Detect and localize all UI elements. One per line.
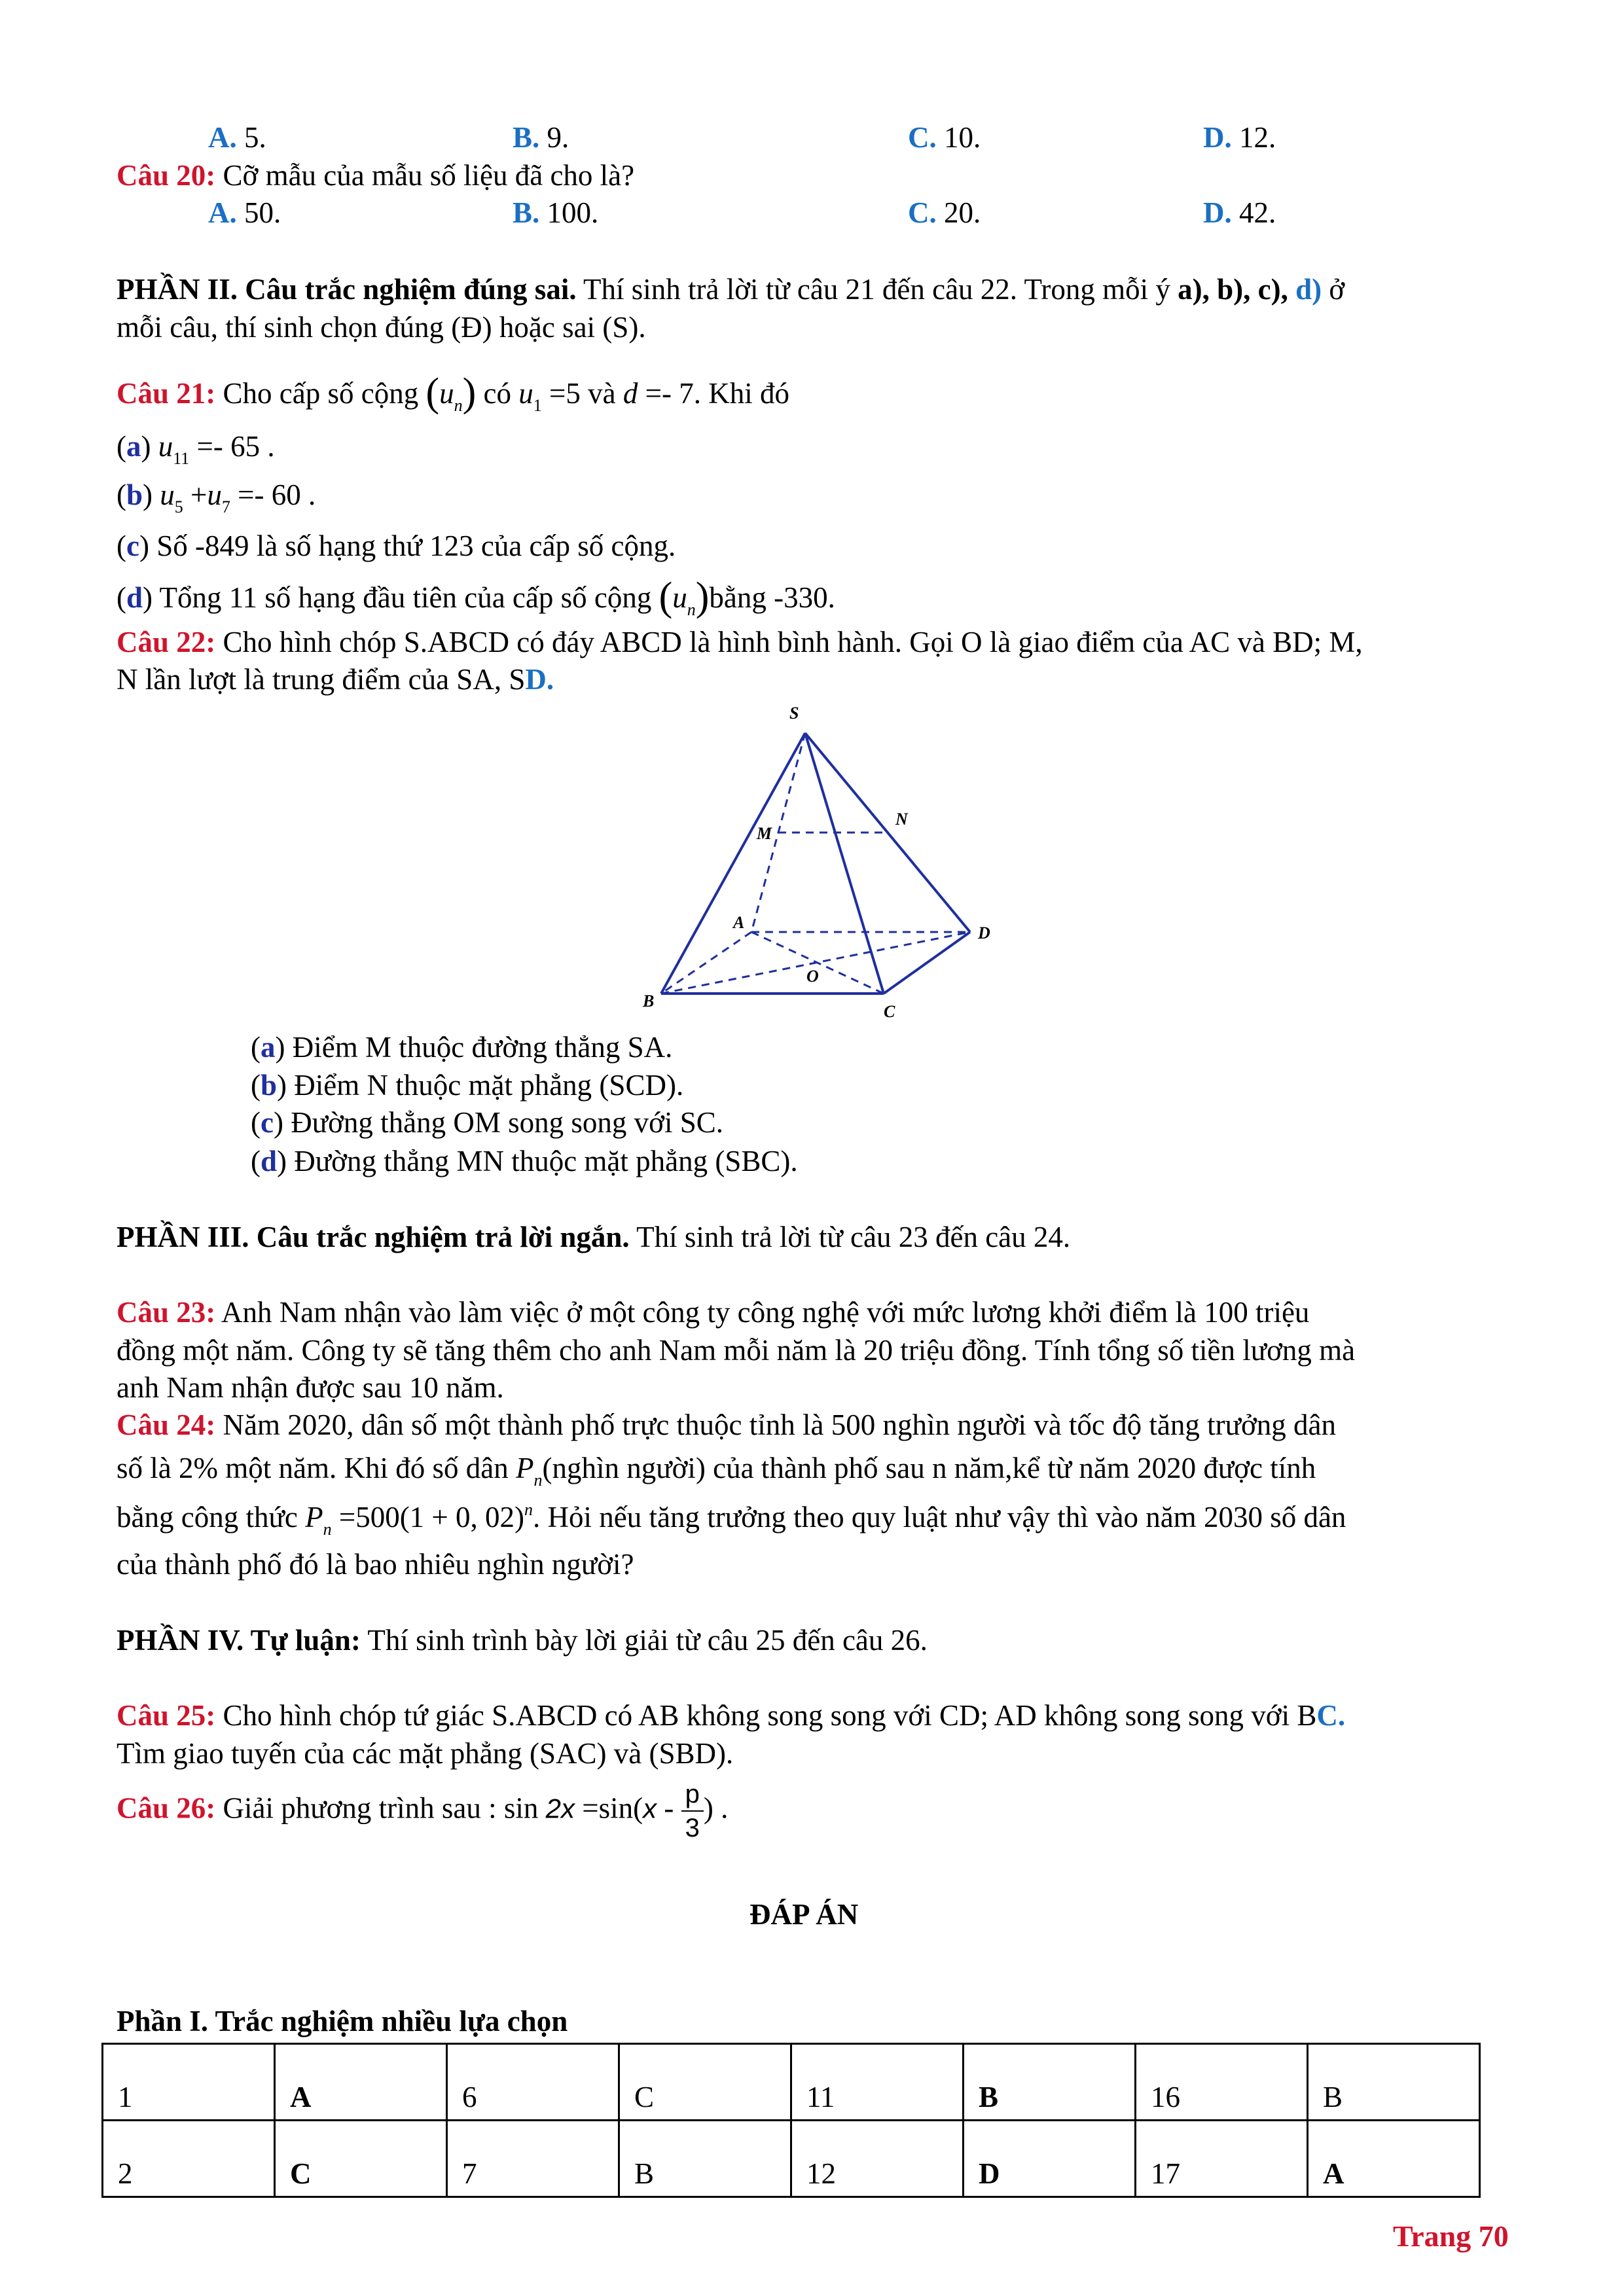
q21-item-b: (b) $u_5 +u_7 =- 60$ . xyxy=(117,478,316,516)
table-cell: B xyxy=(1308,2044,1480,2121)
table-row xyxy=(103,2044,1480,2121)
q22-item-c: (c) Đường thẳng OM song song với SC. xyxy=(251,1106,724,1139)
part4-heading: PHẦN IV. Tự luận: Thí sinh trình bày lời giải từ câu 25 đến câu 26. xyxy=(117,1624,928,1657)
table-cell: 6 xyxy=(447,2044,619,2121)
table-cell: 11 xyxy=(791,2044,964,2121)
pyramid-figure xyxy=(628,694,1008,1034)
edge-SD xyxy=(805,733,970,932)
label-N: N xyxy=(895,810,908,829)
q20-stem: Câu 20: Cỡ mẫu của mẫu số liệu đã cho là? xyxy=(117,159,635,192)
q21-stem: Câu 21: Cho cấp số cộng $(u_n)$ có $u_1 =5$ và d =- 7. Khi đó xyxy=(117,370,790,415)
q22-item-b: (b) Điểm N thuộc mặt phẳng (SCD). xyxy=(251,1069,684,1102)
q26-stem: Câu 26: Giải phương trình sau : sin 2x =sin(x - $\frac{p}{3}$ ) . xyxy=(117,1778,728,1844)
q21-item-d: (d) Tổng 11 số hạng đầu tiên của cấp số cộng $(u_n)bằng$ -330. xyxy=(117,575,835,619)
table-cell: C xyxy=(619,2044,791,2121)
q19-option-a: A. 5. xyxy=(208,121,266,154)
q22-stem-line2: N lần lượt là trung điểm của SA, SD. xyxy=(117,663,554,696)
page-number: Trang 70 xyxy=(1393,2219,1509,2253)
table-cell: A xyxy=(1308,2121,1480,2197)
q20-option-a: A. 50. xyxy=(208,196,281,229)
q19-option-c: C. 10. xyxy=(908,121,981,154)
label-S: S xyxy=(789,704,799,723)
table-cell: A xyxy=(275,2044,447,2121)
label-A: A xyxy=(733,913,745,932)
q20-option-d: D. 42. xyxy=(1203,196,1276,229)
table-cell: 16 xyxy=(1136,2044,1308,2121)
q25-line2: Tìm giao tuyến của các mặt phẳng (SAC) và (SBD). xyxy=(117,1737,734,1770)
table-row xyxy=(103,2121,1480,2197)
edge-SB xyxy=(661,733,805,994)
table-cell: B xyxy=(619,2121,791,2197)
table-cell: 12 xyxy=(791,2121,964,2197)
q24-line2: số là 2% một năm. Khi đó số dân $P_n(nghìn$ người) của thành phố sau n năm,kể từ năm 2020 được tính xyxy=(117,1452,1316,1490)
label-C: C xyxy=(884,1002,895,1021)
q23-line3: anh Nam nhận được sau 10 năm. xyxy=(117,1371,504,1404)
q20-option-b: B. 100. xyxy=(513,196,599,229)
label-O: O xyxy=(806,967,819,986)
table-cell: D xyxy=(964,2121,1136,2197)
part3-heading: PHẦN III. Câu trắc nghiệm trả lời ngắn. Thí sinh trả lời từ câu 23 đến câu 24. xyxy=(117,1221,1071,1253)
answers-title: ĐÁP ÁN xyxy=(749,1898,859,1931)
label-D: D xyxy=(978,924,990,942)
table-cell: B xyxy=(964,2044,1136,2121)
part1-answers-title: Phần I. Trắc nghiệm nhiều lựa chọn xyxy=(117,2005,568,2037)
q19-option-d: D. 12. xyxy=(1203,121,1276,154)
q23-stem: Câu 23: Anh Nam nhận vào làm việc ở một công ty công nghệ với mức lương khởi điểm là 100 triệu xyxy=(117,1296,1310,1329)
q23-line2: đồng một năm. Công ty sẽ tăng thêm cho anh Nam mỗi năm là 20 triệu đồng. Tính tổng số tiền lương mà xyxy=(117,1334,1356,1367)
q22-item-a: (a) Điểm M thuộc đường thẳng SA. xyxy=(251,1031,673,1064)
table-cell: C xyxy=(275,2121,447,2197)
q24-line4: của thành phố đó là bao nhiêu nghìn người? xyxy=(117,1548,634,1581)
part2-instruction: mỗi câu, thí sinh chọn đúng (Đ) hoặc sai (S). xyxy=(117,311,646,344)
q25-stem: Câu 25: Cho hình chóp tứ giác S.ABCD có AB không song song với CD; AD không song song với BC. xyxy=(117,1699,1346,1732)
q20-option-c: C. 20. xyxy=(908,196,981,229)
table-cell: 2 xyxy=(103,2121,275,2197)
table-cell: 17 xyxy=(1136,2121,1308,2197)
part2-heading: PHẦN II. Câu trắc nghiệm đúng sai. Thí sinh trả lời từ câu 21 đến câu 22. Trong mỗi ý a), b), c), d) ở xyxy=(117,273,1345,306)
label-B: B xyxy=(643,992,655,1011)
q21-item-a: (a) $u_{11} =- 65$ . xyxy=(117,430,275,468)
answer-table xyxy=(101,2043,1481,2198)
edge-SC xyxy=(805,733,884,994)
q21-item-c: (c) Số -849 là số hạng thứ 123 của cấp số cộng. xyxy=(117,529,676,562)
q24-stem: Câu 24: Năm 2020, dân số một thành phố trực thuộc tỉnh là 500 nghìn người và tốc độ tăng trưởng dân xyxy=(117,1408,1337,1441)
edge-CD xyxy=(884,932,970,994)
q24-line3: bằng công thức $P_n =500(1 + 0$, 02)$^n$. Hỏi nếu tăng trưởng theo quy luật như vậy thì vào năm 2030 số dân xyxy=(117,1500,1346,1539)
label-M: M xyxy=(757,824,772,843)
fraction-p-over-3: $\frac{p}{3}$ xyxy=(681,1778,704,1844)
q19-option-b: B. 9. xyxy=(513,121,569,154)
q22-item-d: (d) Đường thẳng MN thuộc mặt phẳng (SBC). xyxy=(251,1145,798,1177)
q22-stem: Câu 22: Cho hình chóp S.ABCD có đáy ABCD là hình bình hành. Gọi O là giao điểm của AC và BD; M, xyxy=(117,626,1363,658)
table-cell: 7 xyxy=(447,2121,619,2197)
table-cell: 1 xyxy=(103,2044,275,2121)
